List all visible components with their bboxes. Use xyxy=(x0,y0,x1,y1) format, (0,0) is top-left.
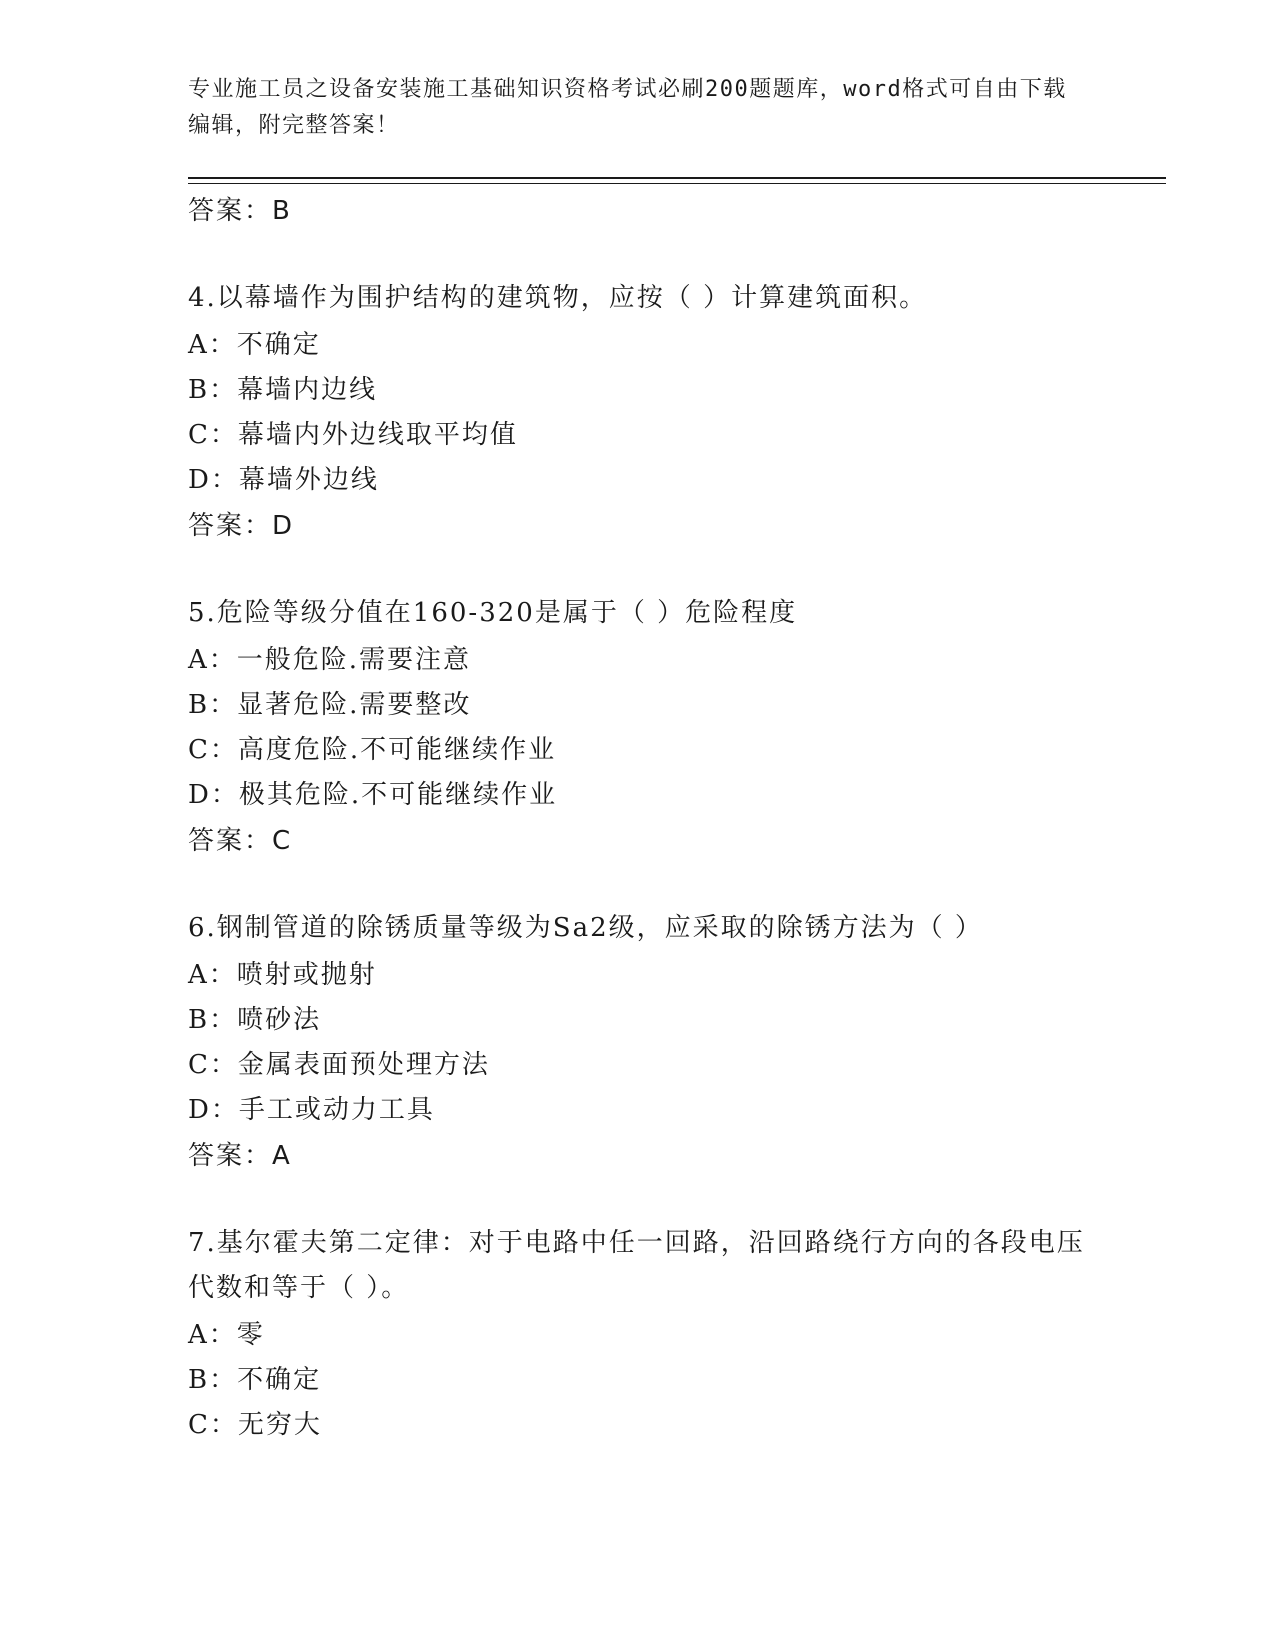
option-d: D：手工或动力工具 xyxy=(188,1095,435,1125)
option-d: D：极其危险.不可能继续作业 xyxy=(188,780,558,810)
question-6 xyxy=(188,906,1088,1179)
question-4 xyxy=(188,276,1088,549)
question-7 xyxy=(188,1221,1088,1448)
question-stem: 7.基尔霍夫第二定律：对于电路中任一回路，沿回路绕行方向的各段电压代数和等于（ ）。 xyxy=(188,1228,1085,1303)
answer-line: 答案：A xyxy=(188,1141,292,1171)
option-a: A：一般危险.需要注意 xyxy=(188,645,472,675)
option-c: C：金属表面预处理方法 xyxy=(188,1050,490,1080)
question-stem: 4.以幕墙作为围护结构的建筑物，应按（ ）计算建筑面积。 xyxy=(188,283,928,313)
answer-line: 答案：C xyxy=(188,826,293,856)
option-a: A：零 xyxy=(188,1320,265,1350)
option-d: D：幕墙外边线 xyxy=(188,465,379,495)
question-stem: 6.钢制管道的除锈质量等级为Sa2级，应采取的除锈方法为（ ） xyxy=(188,913,983,943)
document-header: 专业施工员之设备安装施工基础知识资格考试必刷200题题库，word格式可自由下载编辑，附完整答案！ xyxy=(188,77,1067,138)
option-b: B：幕墙内边线 xyxy=(188,375,378,405)
option-b: B：显著危险.需要整改 xyxy=(188,690,472,720)
answer-line: 答案：B xyxy=(188,196,292,226)
option-a: A：喷射或抛射 xyxy=(188,960,377,990)
question-list xyxy=(188,188,1088,1448)
answer-line: 答案：D xyxy=(188,511,295,541)
option-c: C：幕墙内外边线取平均值 xyxy=(188,420,518,450)
option-c: C：高度危险.不可能继续作业 xyxy=(188,735,557,765)
question-5 xyxy=(188,591,1088,864)
header-divider xyxy=(188,177,1166,184)
option-b: B：喷砂法 xyxy=(188,1005,322,1035)
option-c: C：无穷大 xyxy=(188,1410,322,1440)
option-b: B：不确定 xyxy=(188,1365,322,1395)
option-a: A：不确定 xyxy=(188,330,321,360)
question-stem: 5.危险等级分值在160-320是属于（ ）危险程度 xyxy=(188,598,798,628)
